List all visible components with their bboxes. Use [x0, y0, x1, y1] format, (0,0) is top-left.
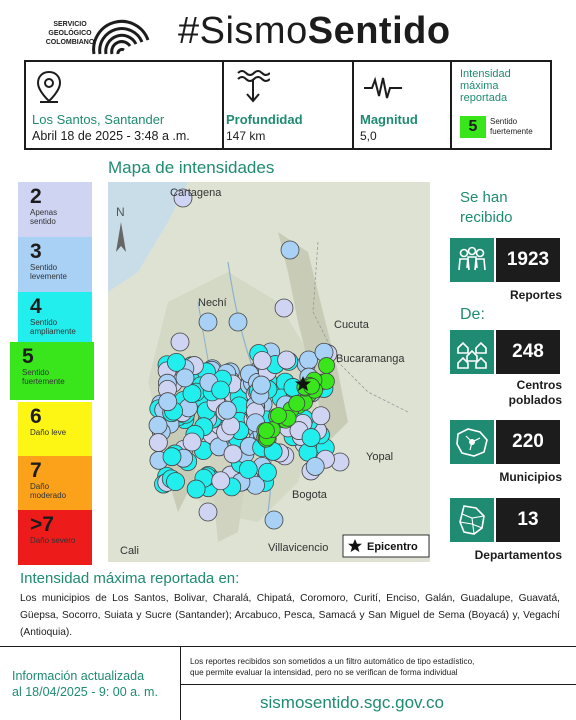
report-marker [306, 457, 324, 475]
report-marker [278, 351, 296, 369]
de-label: De: [460, 306, 485, 323]
org-line-2: GEOLÓGICO [48, 30, 92, 37]
report-marker [229, 313, 247, 331]
max-intensity-label-1: Intensidad [460, 68, 511, 80]
report-marker [199, 503, 217, 521]
legend-item-level-4 [18, 292, 92, 347]
updated-line-2: al 18/04/2025 - 9: 00 a. m. [12, 685, 158, 699]
max-intensity-label-3: reportada [460, 92, 508, 104]
centers-label-1: Centros [516, 378, 562, 392]
legend-item-level-8 [18, 510, 92, 565]
centers-count: 248 [496, 330, 560, 374]
footer-divider [180, 684, 576, 685]
report-marker [252, 376, 270, 394]
report-marker [187, 480, 205, 498]
stats-heading-2: recibido [460, 209, 513, 226]
report-marker [253, 351, 271, 369]
report-marker [239, 460, 257, 478]
stats-heading-1: Se han [460, 189, 508, 206]
legend-level-desc: sentido [30, 217, 56, 226]
legend-level-desc: Daño [30, 482, 50, 491]
report-marker [312, 407, 330, 425]
report-marker [275, 299, 293, 317]
depth-label: Profundidad [226, 112, 303, 127]
location-pin-icon [36, 70, 62, 109]
hashtag-title [178, 10, 451, 53]
legend-level-number: 7 [30, 459, 42, 482]
north-label: N [116, 205, 125, 219]
place-bogota: Bogota [292, 489, 327, 501]
legend-item-level-7 [18, 456, 92, 511]
report-marker [271, 407, 287, 423]
centers-label [442, 378, 562, 408]
legend-item-level-2 [18, 182, 92, 237]
max-intensity-desc [490, 117, 533, 137]
sgc-logo-icon [86, 10, 156, 56]
legend-level-number: 2 [30, 185, 42, 208]
report-marker [265, 511, 283, 529]
place-villavicencio: Villavicencio [268, 542, 329, 554]
place-nechi: Nechí [198, 297, 227, 309]
report-marker [183, 433, 201, 451]
departments-label: Departamentos [474, 548, 562, 562]
departments-count: 13 [496, 498, 560, 542]
updated-line-1: Información actualizada [12, 669, 145, 683]
magnitude-label: Magnitud [360, 112, 418, 127]
report-marker [258, 423, 274, 439]
legend-level-desc: ampliamente [30, 327, 76, 336]
report-marker [167, 473, 185, 491]
event-location: Los Santos, Santander [32, 112, 165, 127]
legend-item-level-5 [10, 342, 94, 400]
municipality-map-icon [450, 420, 494, 464]
report-marker [258, 463, 276, 481]
municipalities-count: 220 [496, 420, 560, 464]
epicenter-label: Epicentro [367, 541, 418, 553]
legend-level-number: 5 [22, 345, 34, 368]
report-marker [224, 445, 242, 463]
legend-level-number: >7 [30, 513, 54, 536]
legend-level-desc: levemente [30, 272, 67, 281]
legend-level-desc: Daño severo [30, 536, 76, 545]
legend-level-desc: moderado [30, 491, 67, 500]
department-map-icon [450, 498, 494, 542]
report-marker [281, 241, 299, 259]
municipalities-label: Municipios [499, 470, 562, 484]
org-line-1: SERVICIO [53, 21, 87, 28]
legend-item-level-3 [18, 237, 92, 292]
divider [450, 62, 452, 148]
epicenter-legend [343, 535, 429, 557]
report-marker [176, 369, 194, 387]
legend-level-desc: Daño leve [30, 428, 67, 437]
disclaimer-line-2: que permite evaluar la intensidad, pero no se verifican de forma individual [190, 668, 458, 677]
legend-level-number: 4 [30, 295, 42, 318]
legend-level-desc: Sentido [30, 263, 58, 272]
footer-divider [0, 646, 576, 647]
depth-value: 147 km [226, 129, 266, 143]
stats-heading [460, 188, 513, 228]
houses-icon [450, 330, 494, 374]
org-line-3: COLOMBIANO [45, 39, 95, 46]
report-marker [183, 385, 201, 403]
report-marker [149, 434, 167, 452]
max-report-title: Intensidad máxima reportada en: [20, 570, 240, 587]
report-marker [212, 381, 230, 399]
max-intensity-desc-1: Sentido [490, 117, 518, 126]
depth-icon [236, 68, 270, 109]
report-marker [149, 416, 167, 434]
report-marker [159, 393, 177, 411]
website-link[interactable]: sismosentido.sgc.gov.co [260, 693, 444, 712]
map-title: Mapa de intensidades [108, 158, 275, 177]
intensity-map [108, 182, 430, 562]
footer-divider [180, 646, 181, 720]
report-marker [167, 353, 185, 371]
report-marker [222, 417, 240, 435]
disclaimer [190, 656, 562, 678]
report-marker [212, 472, 230, 490]
hashtag-bold: Sentido [307, 10, 451, 52]
legend-level-desc: fuertemente [22, 377, 65, 386]
place-cucuta: Cucuta [334, 319, 369, 331]
place-bucaramanga: Bucaramanga [336, 353, 405, 365]
max-report-body: Los municipios de Los Santos, Bolivar, Charalá, Chipatá, Coromoro, Curití, Enciso, Galán, Guadalupe, Guavatá, Güepsa, Socorro, Suiata y Sucre (Santander); Arcabuco, Pesca, Samacá y San Miguel de Sema (Boyacá) y, Vegachí (Antioquia). [20, 593, 560, 638]
max-intensity-label [460, 68, 511, 104]
report-marker [302, 429, 320, 447]
max-intensity-value: 5 [460, 116, 486, 138]
magnitude-value: 5,0 [360, 129, 377, 143]
legend-level-desc: Sentido [22, 368, 50, 377]
divider [222, 62, 224, 148]
reports-count: 1923 [496, 238, 560, 282]
report-marker [289, 395, 305, 411]
legend-item-level-6 [18, 402, 92, 457]
report-marker [319, 358, 335, 374]
place-cartagena: Cartagena [170, 187, 222, 199]
event-datetime: Abril 18 de 2025 - 3:48 a .m. [32, 129, 190, 143]
legend-level-desc: Apenas [30, 208, 58, 217]
report-marker [171, 333, 189, 351]
report-marker [218, 401, 236, 419]
disclaimer-line-1: Los reportes recibidos son sometidos a un filtro automático de tipo estadístico, [190, 657, 475, 666]
report-marker [163, 448, 181, 466]
max-intensity-label-2: máxima [460, 80, 499, 92]
legend-level-number: 3 [30, 240, 42, 263]
legend-level-number: 6 [30, 405, 42, 428]
reports-label: Reportes [509, 288, 562, 302]
hashtag-prefix: #Sismo [178, 10, 308, 52]
report-marker [199, 313, 217, 331]
place-yopal: Yopal [366, 451, 394, 463]
centers-label-2: poblados [508, 393, 562, 407]
updated-info [12, 668, 158, 700]
divider [352, 62, 354, 148]
place-cali: Cali [120, 545, 139, 557]
max-intensity-desc-2: fuertemente [490, 127, 533, 136]
seismograph-icon [364, 76, 402, 105]
people-group-icon [450, 238, 494, 282]
legend-level-desc: Sentido [30, 318, 58, 327]
